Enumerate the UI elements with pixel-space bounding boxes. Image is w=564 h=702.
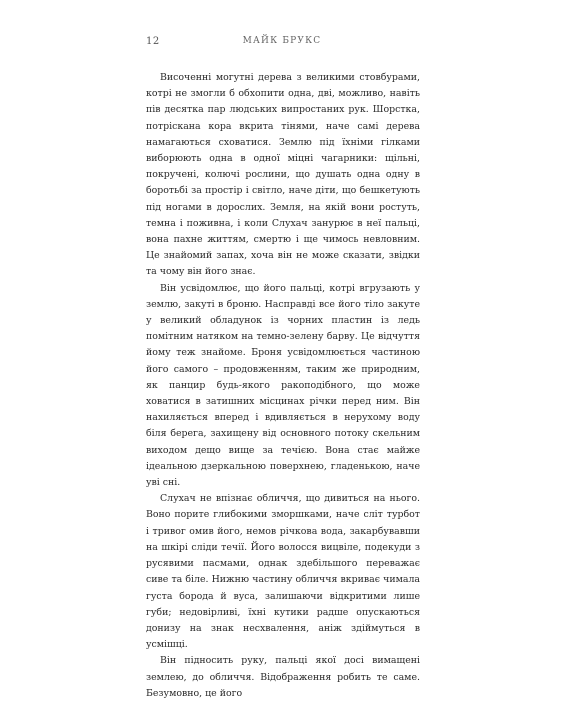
page-header (146, 36, 418, 50)
body-text (146, 70, 420, 702)
paragraph: Слухач не впізнає обличчя, що дивиться на нього. Воно порите глибокими зморшками, наче сліт турбот і тривог омив його, немов річкова вода, закарбувавши на шкірі сліди течії. Його волосся вицвіле, подекуди з русявими пасмами, однак здебільшого переважає сиве та біле. Нижню частину обличчя вкриває чимала густа борода й вуса, залишаючи відкритими лише губи; недовірливі, їхні кутики радше опускаються донизу на знак несхвалення, аніж здіймуться в усмішці. (146, 493, 420, 651)
running-title: МАЙК БРУКС (242, 36, 322, 46)
paragraph: Він підносить руку, пальці якої досі вимащені землею, до обличчя. Відображення робить те саме. Безумовно, це його (146, 655, 420, 699)
paragraph: Він усвідомлює, що його пальці, котрі вгрузають у землю, закуті в броню. Насправді все його тіло закуте у великий обладунок із чорних пластин із ледь помітним натяком на темно-зелену барву. Це відчуття йому теж знайоме. Броня усвідомлюється частиною його самого – продовженням, таким же природним, як панцир будь-якого ракоподібного, що може ховатися в затишних місцинах річки перед ним. Він нахиляється вперед і вдивляється в нерухому воду біля берега, захищену від основного потоку скельним виходом дещо вище за течією. Вона стає майже ідеальною дзеркальною поверхнею, гладенькою, наче уві сні. (146, 282, 420, 489)
page-number: 12 (146, 36, 160, 47)
paragraph: Височенні могутні дерева з великими стовбурами, котрі не змогли б обхопити одна, дві, можливо, навіть пів десятка пар людських випростаних рук. Шорстка, потріскана кора вкрита тінями, наче самі дерева намагаються сховатися. Землю під їхніми гілками виборюють одна в одної міцні чагарники: щільні, покручені, колючі рослини, що душать одна одну в боротьбі за простір і світло, наче діти, що бешкетують під ногами в дорослих. Земля, на якій вони ростуть, темна і поживна, і коли Слухач занурює в неї пальці, вона пахне життям, смертю і ще чимось невловним. Це знайомий запах, хоча він не може сказати, звідки та чому він його знає. (146, 72, 420, 278)
